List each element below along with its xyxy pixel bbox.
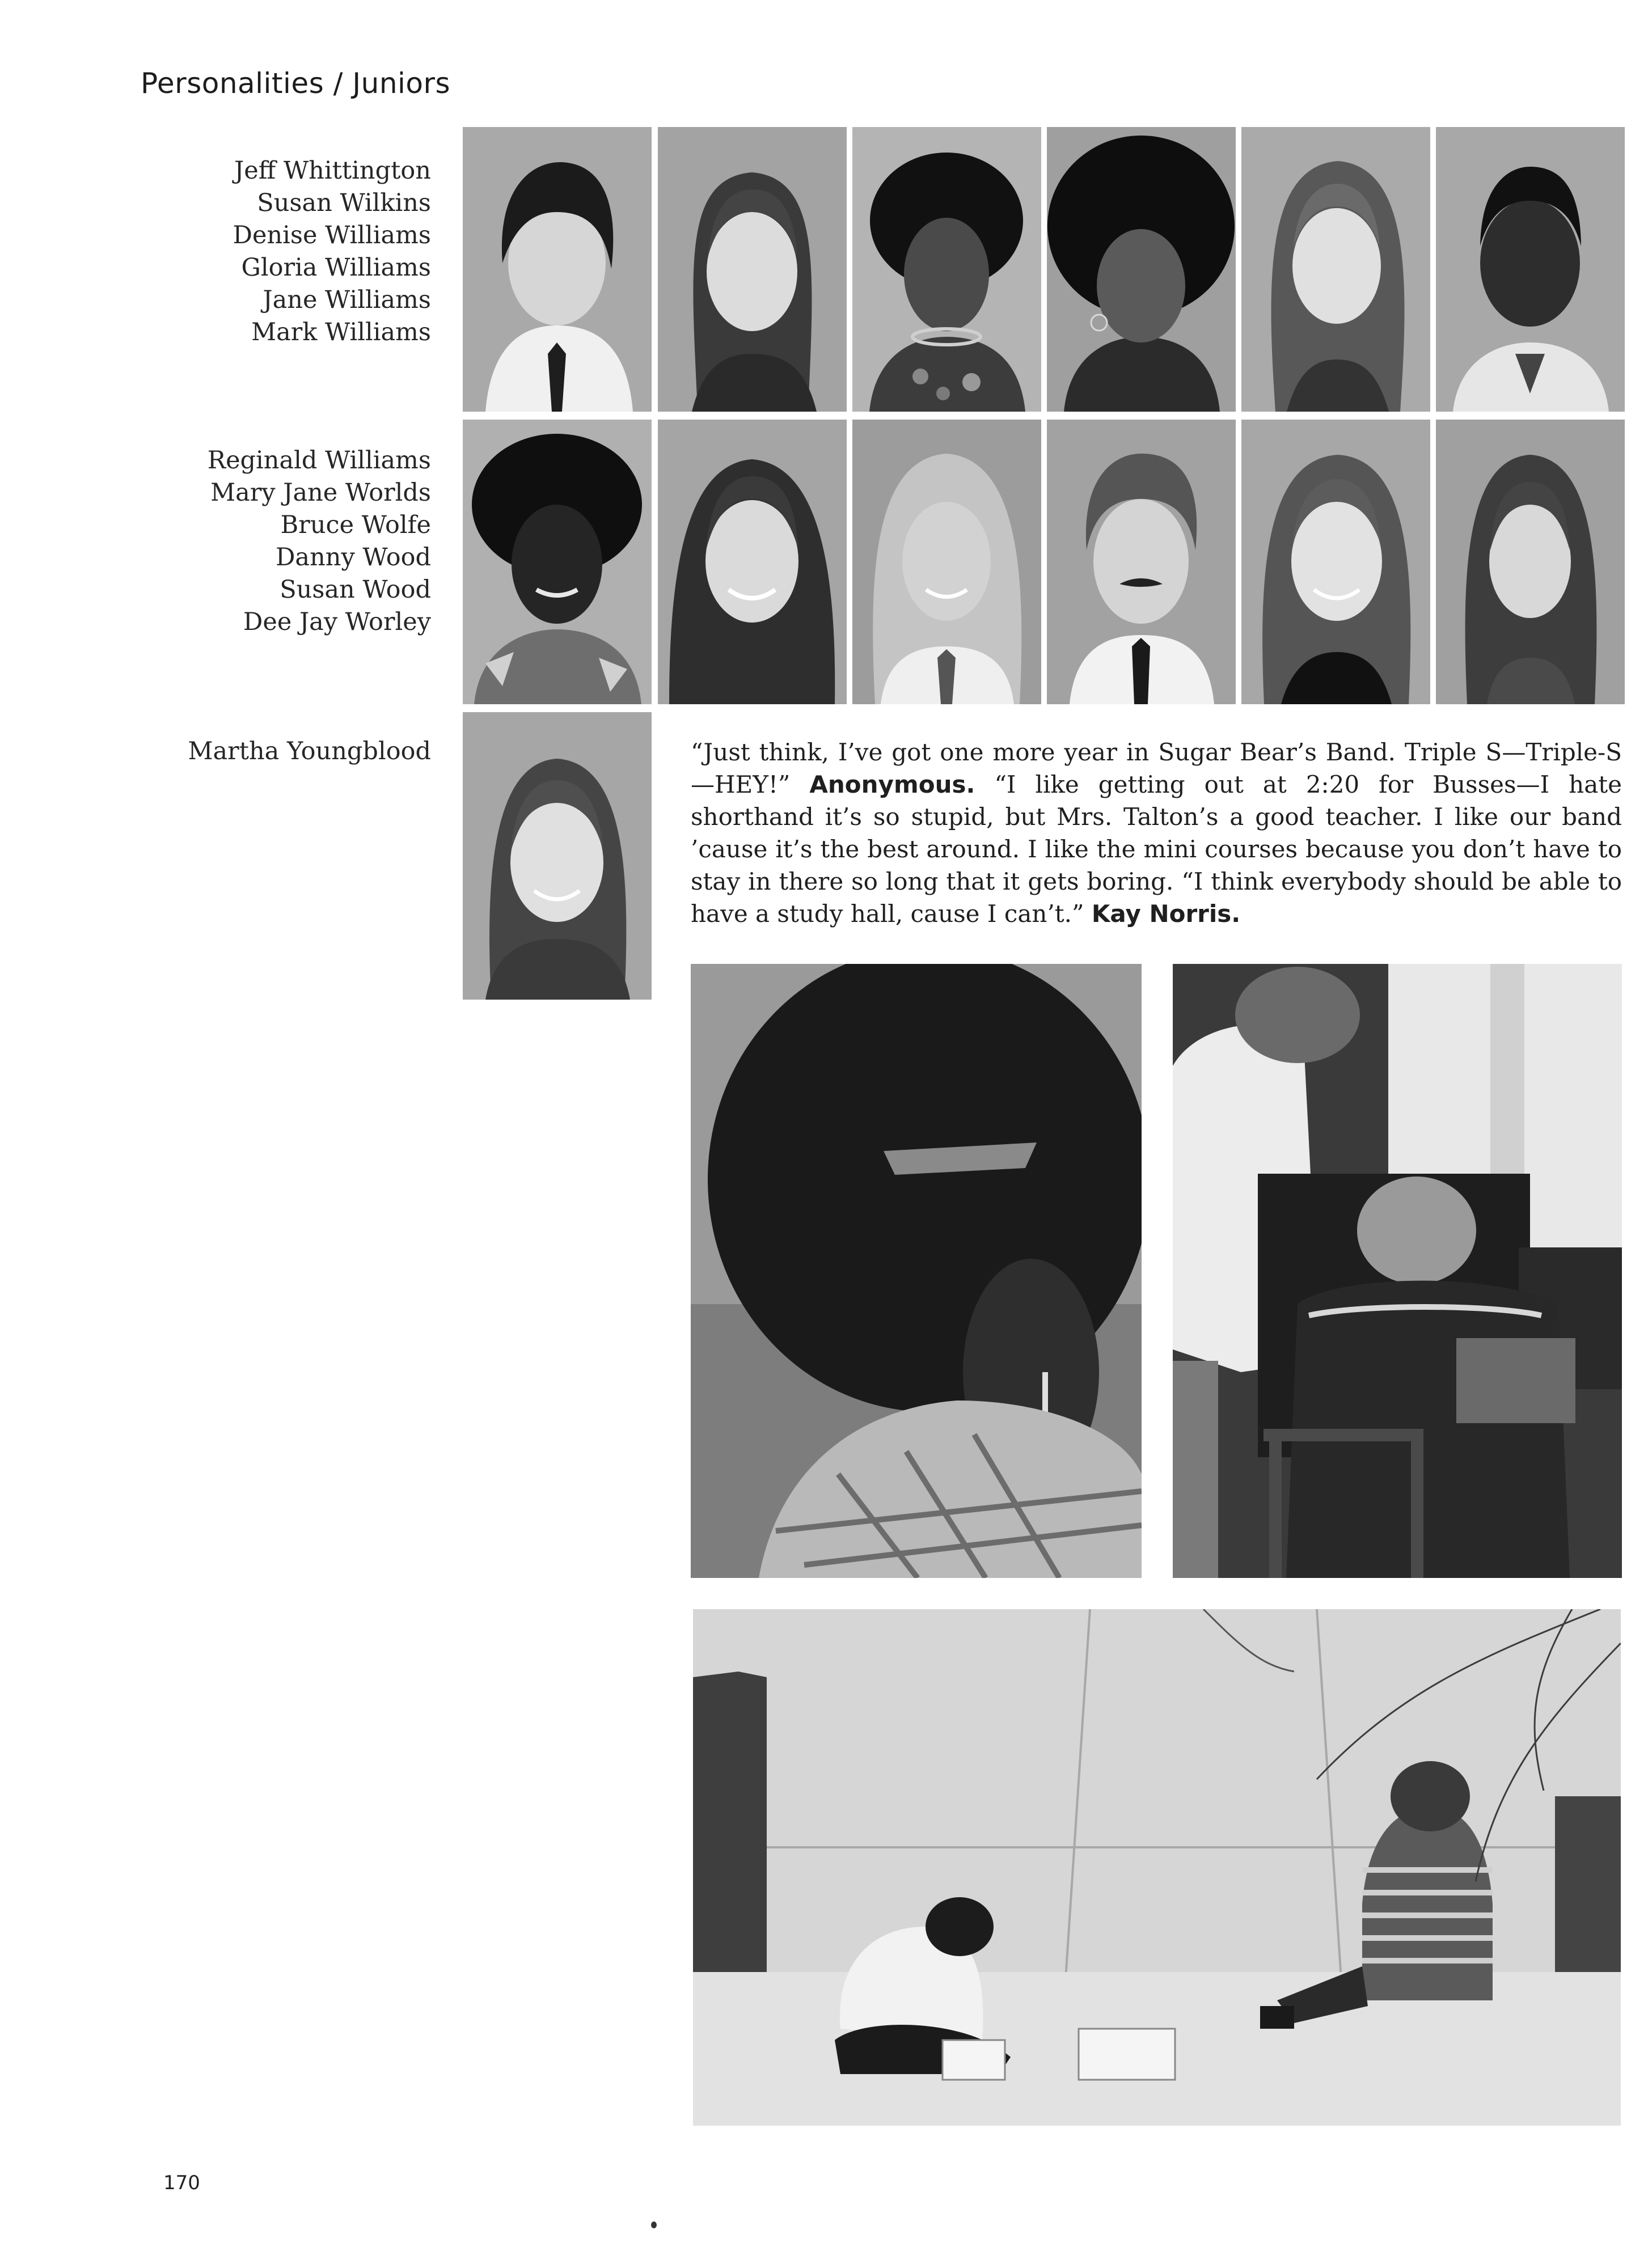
quote-text: “Just think, I’ve got one more year in Sugar Bear’s Band. Triple S—Triple-S—HEY!”: [691, 738, 1622, 798]
student-name: Susan Wilkins: [257, 189, 431, 217]
portrait-photo: [463, 420, 652, 704]
portrait-photo: [852, 127, 1041, 412]
student-name: Martha Youngblood: [188, 737, 431, 765]
student-quotes: [691, 736, 1622, 930]
portrait-photo: [1047, 127, 1236, 412]
print-speck: [651, 2222, 657, 2228]
row3-names: [85, 735, 431, 768]
student-name: Jeff Whittington: [234, 156, 431, 185]
portrait-photo: [1241, 127, 1430, 412]
student-name: Reginald Williams: [207, 446, 431, 475]
portrait-photo: [1241, 420, 1430, 704]
portrait-photo: [852, 420, 1041, 704]
student-name: Gloria Williams: [241, 253, 431, 282]
quote-author: Kay Norris.: [1091, 900, 1241, 928]
page-number: 170: [163, 2172, 200, 2194]
student-name: Danny Wood: [275, 543, 431, 572]
quote-author: Anonymous.: [809, 771, 975, 798]
candid-photo: [691, 964, 1142, 1578]
quote-text: “I like getting out at 2:20 for Busses—I hate shorthand it’s so stupid, but Mrs. Talton’s a good teacher. I like our band ’cause it’s the best around. I like the mini courses because you don’t have to stay in there so long that it gets boring. “I think everybody should be able to have a study hall, cause I can’t.”: [691, 771, 1622, 928]
portrait-photo: [1436, 127, 1625, 412]
portrait-photo: [463, 127, 652, 412]
student-name: Dee Jay Worley: [243, 608, 431, 636]
portrait-photo: [658, 420, 847, 704]
student-name: Mary Jane Worlds: [210, 479, 431, 507]
row2-names: [85, 445, 431, 638]
portrait-photo: [1436, 420, 1625, 704]
candid-photo: [1173, 964, 1622, 1578]
student-name: Jane Williams: [263, 286, 431, 314]
row1-names: [85, 155, 431, 349]
portrait-photo: [1047, 420, 1236, 704]
student-name: Susan Wood: [280, 576, 431, 604]
student-name: Bruce Wolfe: [280, 511, 431, 539]
student-name: Mark Williams: [251, 318, 431, 346]
section-title: Personalities / Juniors: [141, 67, 451, 100]
portrait-photo: [658, 127, 847, 412]
portrait-photo: [463, 712, 652, 1000]
candid-photo: [693, 1609, 1621, 2126]
student-name: Denise Williams: [233, 221, 431, 249]
